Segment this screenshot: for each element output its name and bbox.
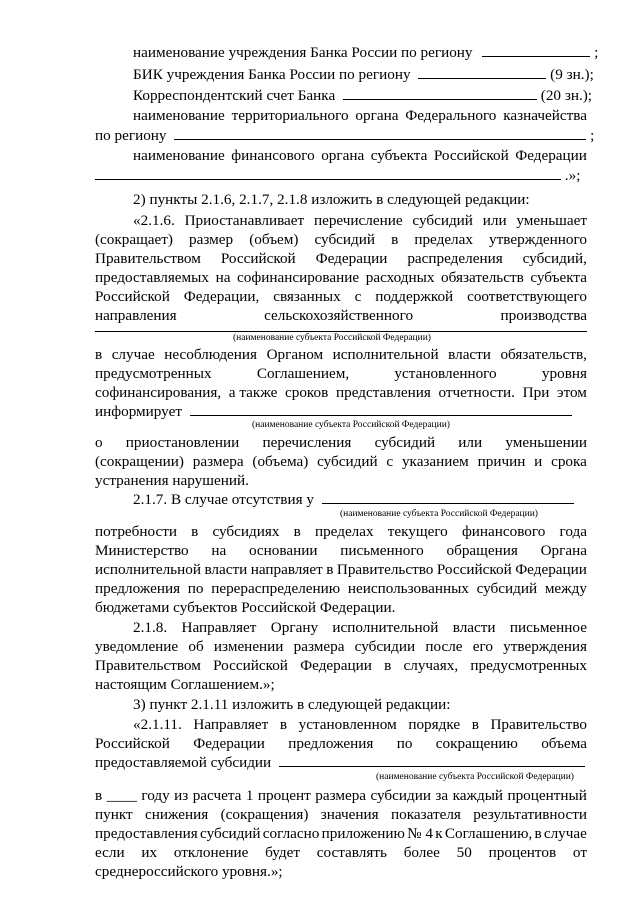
bik-note: (9 зн.); [550,66,594,83]
w: в [326,561,334,578]
w: показателя [391,806,461,823]
w: пункт [95,806,133,823]
w: в [384,657,392,674]
w: более [403,844,440,861]
w: Соглашением, [256,365,350,382]
punct: ; [594,44,599,61]
w: распределения [407,250,503,267]
w: об [188,638,204,655]
w: расходных [365,269,435,286]
w: указанием [401,453,469,470]
w: исполнительной [332,346,439,363]
p2111b-last: среднероссийского уровня.»; [95,863,283,880]
subject-caption-3: (наименование субъекта Российской Федерации) [340,509,538,519]
w: процентный [507,787,587,804]
w: причин [477,453,526,470]
w: или [482,212,507,229]
w: приложению [321,825,405,842]
w: субсидий [317,453,378,470]
p216c-last: устранения нарушений. [95,472,249,489]
w: «2.1.11. [133,716,182,733]
w: Правительством [95,250,201,267]
w: установленном [298,716,397,733]
w: направления [95,307,177,324]
w: составлять [316,844,387,861]
corr-account-line [133,87,592,105]
w: Соглашению, [444,825,533,842]
p2111-line [95,735,587,753]
bank-region-line [133,44,598,62]
w: в [391,231,399,248]
w: уменьшает [516,212,587,229]
treasury-line [133,107,587,125]
w: случаях, [403,657,459,674]
w: в [95,346,103,363]
w: Федерации [193,735,265,752]
w: письменного [340,542,424,559]
w: Правительство [336,561,434,578]
w: Приостанавливает [184,212,305,229]
p217-line [95,561,587,579]
w: Направляет [193,716,269,733]
informs-label: информирует [95,403,182,420]
w: сельскохозяйственного [264,307,414,324]
w: уровня [541,365,587,382]
w: Федерации, [183,288,260,305]
w: поддержкой [375,288,454,305]
w: При [522,384,550,401]
w: результативности [473,806,587,823]
w: отклонение [173,844,249,861]
w: размера [315,787,367,804]
w: (сокращения) [220,806,309,823]
w: Органа [540,542,587,559]
w: территориального [231,107,349,124]
p217-line [95,580,587,598]
w: обязательств, [500,346,587,363]
by-region-blank [174,127,586,140]
w: с [354,288,362,305]
w: (сокращении) [95,453,184,470]
w: между [544,580,587,597]
p218-line [95,638,587,656]
subject-caption-2: (наименование субъекта Российской Федерации) [252,420,450,430]
subject-caption-1: (наименование субъекта Российской Федерации) [233,333,431,343]
w: пределах [414,231,473,248]
w: в [534,825,542,842]
w: перечисление [313,212,403,229]
w: основании [248,542,318,559]
subject-blank-4 [279,754,585,767]
w: несоблюдения [164,346,258,363]
w: года [559,523,587,540]
w: представления [336,384,431,401]
w: Федерации [515,561,587,578]
w: Российской [220,250,296,267]
w: о [95,434,103,451]
w: (сокращает) [95,231,173,248]
w: утверждения [503,638,587,655]
w: утвержденного [489,231,587,248]
w: субсидий [314,231,376,248]
w: процент [257,787,311,804]
w: (объем) [249,231,299,248]
w: к [435,825,443,842]
w: расчета [192,787,242,804]
w: от [572,844,587,861]
p216b-line [95,365,587,383]
w: субсидий [412,212,473,229]
w: на [211,542,227,559]
punct: .»; [564,167,581,184]
w: (объема) [252,453,309,470]
w: финансового [461,523,546,540]
w: предоставления [95,825,198,842]
w: субсидий [200,825,261,842]
w: Российской [436,561,512,578]
w: в [191,523,199,540]
w: органа [321,147,365,164]
w: Органом [266,346,324,363]
w: предусмотренных [470,657,587,674]
w: этом [557,384,587,401]
subject-blank-2 [190,403,572,416]
w: в [471,716,479,733]
w: Органу [270,619,319,636]
corr-account-note: (20 зн.); [540,87,593,104]
w: в [293,523,301,540]
w: размера [192,453,244,470]
w: на [215,269,231,286]
w: случае [543,825,587,842]
provided-label: предоставляемой субсидии [95,754,272,771]
w: размера [293,638,345,655]
w: субсидиях [212,523,280,540]
p217-start-line [133,491,574,509]
w: из [174,787,189,804]
informs-line [95,403,572,421]
p218-line [133,619,587,637]
w: предложения [288,735,374,752]
w: 50 [456,844,472,861]
w: обязательств [441,269,524,286]
w: софинансирования, [95,384,222,401]
w: отчетности. [438,384,515,401]
p218-line [95,657,587,675]
w: наименование [133,147,225,164]
w: субсидии [370,787,431,804]
by-region-line [95,127,594,145]
w: Российской [95,288,170,305]
item2-intro: 2) пункты 2.1.6, 2.1.7, 2.1.8 изложить в следующей редакции: [133,191,530,208]
by-region-label: по региону [95,127,167,144]
w: приостановлении [125,434,240,451]
p2111b-line [95,787,587,805]
w: Федерации [300,657,372,674]
w: субсидий [374,434,436,451]
p216-line [133,212,587,230]
w: пределах [314,523,374,540]
bik-label: БИК учреждения Банка России по региону [133,66,411,83]
w: уменьшении [505,434,587,451]
w: власти [204,561,248,578]
bank-region-label: наименование учреждения Банка России по региону [133,44,473,61]
p218-last: настоящим Соглашением.»; [95,676,275,693]
w: финансового [231,147,315,164]
w: письменное [509,619,587,636]
w: субъекта [370,147,428,164]
w: Направляет [181,619,257,636]
corr-account-label: Корреспондентский счет Банка [133,87,336,104]
w: его [472,638,493,655]
w: и [534,453,543,470]
w: процентов [488,844,557,861]
w: Российской [213,657,288,674]
w: за [435,787,449,804]
w: власти [448,346,491,363]
w: перераспределению [211,580,341,597]
w: направляет [250,561,323,578]
p2111b-line [95,844,587,862]
w: объема [541,735,587,752]
w: предложения [95,580,181,597]
w: сокращению [435,735,518,752]
w: потребности [95,523,178,540]
w: предоставляемых [95,269,209,286]
bik-blank [418,66,546,79]
w: перечисления [262,434,352,451]
p216c-line [95,434,587,452]
w: порядке [408,716,461,733]
w: каждый [452,787,504,804]
punct: ; [590,127,595,144]
w: неиспользованных [347,580,469,597]
w: обращения [446,542,518,559]
p216b-line [95,384,587,402]
corr-account-blank [343,87,537,100]
p217-last: бюджетами субъектов Российской Федерации. [95,599,396,616]
w: если [95,844,125,861]
w: сроков [285,384,329,401]
w: уведомление [95,638,179,655]
w: ____ [106,787,137,804]
w: «2.1.6. [133,212,175,229]
w: по [187,580,204,597]
item3-intro: 3) пункт 2.1.11 изложить в следующей редакции: [133,696,451,713]
w: случае [111,346,155,363]
w: установленного [394,365,497,382]
finance-body-line [133,147,587,165]
bik-line [133,66,594,84]
w: субсидий [476,580,538,597]
w: исполнительной [332,619,439,636]
w: предусмотренных [95,365,212,382]
w: изменении [213,638,284,655]
w: году [141,787,170,804]
p216-line [95,269,587,287]
w: № 4 [407,825,434,842]
w: Федерации [315,250,388,267]
p217-start: 2.1.7. В случае отсутствия у [133,491,314,508]
w: размер [189,231,234,248]
w: согласно [262,825,320,842]
p216-line [95,307,587,325]
w: связанных [273,288,341,305]
p216-line [95,250,587,268]
p2111b-line [95,806,587,824]
w: субсидий, [522,250,587,267]
subject-caption-4: (наименование субъекта Российской Федерации) [376,772,574,782]
w: органа [355,107,399,124]
w: Министерство [95,542,189,559]
w: власти [452,619,496,636]
w: их [141,844,158,861]
bank-region-blank [482,44,590,57]
w: софинансирование [237,269,360,286]
w: 2.1.8. [133,619,168,636]
w: исполнительной [95,561,201,578]
w: субъекта [530,269,587,286]
w: соответствующего [467,288,587,305]
p217-line [95,542,587,560]
w: а также [228,384,278,401]
w: срока [551,453,587,470]
p217-line [95,523,587,541]
w: будет [265,844,300,861]
subject-blank-3 [322,491,574,504]
w: после [425,638,463,655]
w: или [458,434,483,451]
w: субсидии [354,638,416,655]
w: по [396,735,413,752]
w: снижения [145,806,209,823]
p216c-line [95,453,587,471]
w: наименование [133,107,225,124]
w: в [95,787,103,804]
w: 1 [245,787,254,804]
w: Российской [95,735,170,752]
finance-body-blank-line [95,167,580,185]
w: Правительством [95,657,201,674]
w: Правительство [490,716,587,733]
subject-blank-1 [95,331,587,332]
w: текущего [387,523,448,540]
w: производства [500,307,587,324]
provided-line [95,754,585,772]
w: в [279,716,288,733]
finance-body-blank [95,167,561,180]
p2111b-line [95,825,587,843]
p216-line [95,231,587,249]
p2111-line [133,716,587,734]
p216b-line [95,346,587,364]
w: Федерации [515,147,587,164]
w: Российской [433,147,509,164]
p216-line [95,288,587,306]
w: казначейства [503,107,587,124]
w: с [386,453,394,470]
w: Федерального [405,107,497,124]
w: значения [320,806,379,823]
